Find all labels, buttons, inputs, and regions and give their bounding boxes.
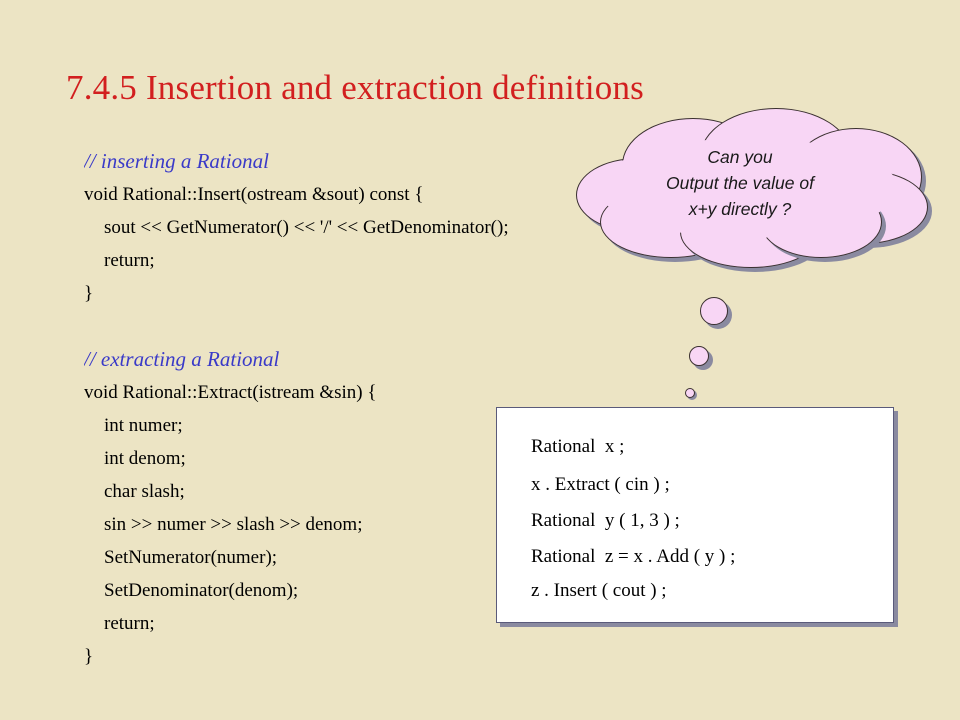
example-line: Rational y ( 1, 3 ) ;	[531, 510, 680, 531]
code-line: int numer;	[104, 415, 183, 436]
code-comment: // extracting a Rational	[84, 347, 280, 371]
code-comment: // inserting a Rational	[84, 149, 269, 173]
code-line: void Rational::Insert(ostream &sout) const {	[84, 184, 424, 205]
code-line: SetNumerator(numer);	[104, 547, 278, 568]
example-line: x . Extract ( cin ) ;	[531, 474, 670, 495]
code-line: SetDenominator(denom);	[104, 580, 299, 601]
example-code-box	[496, 407, 894, 623]
thought-dot	[685, 388, 695, 398]
thought-line: Output the value of	[666, 173, 814, 193]
code-line: }	[84, 646, 94, 667]
code-line: }	[84, 283, 94, 304]
code-spacer	[84, 310, 596, 343]
code-line: sout << GetNumerator() << '/' << GetDenominator();	[104, 217, 509, 238]
code-line: char slash;	[104, 481, 185, 502]
thought-line: Can you	[707, 147, 773, 167]
code-line: return;	[104, 250, 155, 271]
code-line: int denom;	[104, 448, 186, 469]
thought-dot	[700, 297, 728, 325]
thought-dot	[689, 346, 709, 366]
code-line: void Rational::Extract(istream &sin) {	[84, 382, 377, 403]
code-line: sin >> numer >> slash >> denom;	[104, 514, 363, 535]
code-line: return;	[104, 613, 155, 634]
example-line: Rational z = x . Add ( y ) ;	[531, 546, 736, 567]
slide-title: 7.4.5 Insertion and extraction definitions	[66, 68, 644, 107]
thought-text	[610, 144, 870, 222]
thought-line: x+y directly ?	[688, 199, 792, 219]
example-line: Rational x ;	[531, 436, 625, 457]
example-line: z . Insert ( cout ) ;	[531, 580, 667, 601]
